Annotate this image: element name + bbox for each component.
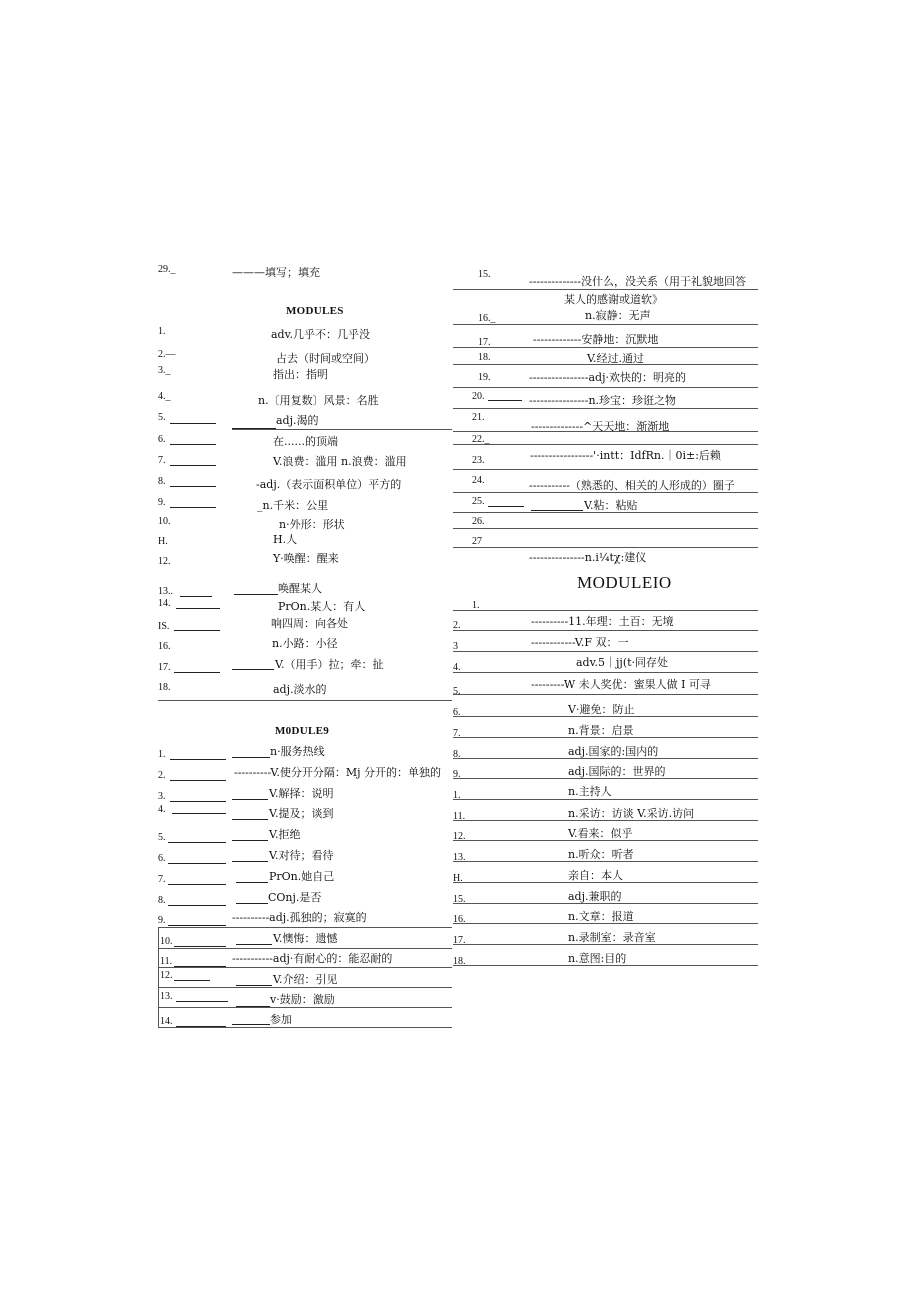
answer-blank[interactable]: [170, 780, 226, 781]
item-number: 4._: [158, 391, 171, 402]
item-number: 10.: [160, 936, 173, 947]
item-number: 8.: [453, 749, 461, 760]
item-number: 5.: [158, 412, 166, 423]
item-number: 2.: [453, 620, 461, 631]
item-definition: V.提及；谈到: [269, 807, 334, 820]
item-number: 27: [472, 536, 482, 547]
item-number: 7.: [158, 455, 166, 466]
item-number: 3: [453, 641, 458, 652]
column-rule: [158, 927, 159, 1027]
item-definition: adj.国家的:国内的: [568, 745, 659, 758]
item-number: 1.: [158, 326, 166, 337]
item-number: 2.—: [158, 349, 176, 360]
row-rule: [453, 651, 758, 652]
item-number: 12.: [158, 556, 171, 567]
item-definition: adj.淡水的: [273, 683, 327, 696]
row-rule: [453, 528, 758, 529]
item-number: 13.: [453, 852, 466, 863]
item-definition: 唤醒某人: [278, 582, 322, 595]
item-number: H.: [158, 536, 168, 547]
item-definition: -------------安静地：沉默地: [533, 333, 659, 346]
item-number: 18.: [478, 352, 491, 363]
row-rule: [158, 1007, 452, 1008]
item-number: 18.: [453, 956, 466, 967]
row-rule: [453, 799, 758, 800]
answer-blank[interactable]: [168, 925, 226, 926]
item-definition: H.人: [273, 533, 298, 546]
item-definition: V.拒绝: [269, 828, 301, 841]
item-number: 7.: [453, 728, 461, 739]
item-definition: PrOn.她自己: [269, 870, 335, 883]
item-definition: ----------11.年理：土百：无境: [531, 615, 674, 628]
item-number: 12.: [160, 970, 173, 981]
item-definition: PrOn.某人：有人: [278, 600, 366, 613]
item-definition: n.采访：访谈 V.采访.访问: [568, 807, 695, 820]
item-number: 26.: [472, 516, 485, 527]
row-rule: [232, 429, 452, 430]
answer-blank[interactable]: [168, 905, 226, 906]
item-number: 1.: [158, 749, 166, 760]
row-rule: [453, 778, 758, 779]
item-definition: -----------（熟悉的、相关的人形成的）圈子: [529, 479, 735, 492]
row-rule: [453, 408, 758, 409]
answer-blank[interactable]: [176, 608, 220, 609]
answer-blank[interactable]: [170, 801, 226, 802]
item-definition: ---------------n.i¼tχ:建仪: [529, 551, 647, 564]
row-rule: [453, 387, 758, 388]
item-definition: adj.渴的: [276, 414, 319, 427]
item-number: 14.: [158, 598, 171, 609]
item-definition: -adj.（表示面积单位）平方的: [256, 478, 402, 491]
item-definition: ---------W 未人奖优：蜜果人做 I 可寻: [531, 678, 711, 691]
item-definition: -----------------'·intt：IdfRn.｜0i±:后赖: [530, 449, 721, 462]
item-number: 29._: [158, 264, 176, 275]
item-number: 13.: [160, 991, 173, 1002]
item-definition: n.背景：启景: [568, 724, 634, 737]
row-rule: [453, 610, 758, 611]
item-number: 9.: [453, 769, 461, 780]
item-number: 11.: [453, 811, 466, 822]
item-number: IS.: [158, 621, 170, 632]
module-heading: MODULES: [286, 305, 344, 317]
answer-blank[interactable]: [170, 444, 216, 445]
answer-blank[interactable]: [170, 759, 226, 760]
answer-blank[interactable]: [531, 510, 583, 511]
row-rule: [453, 716, 758, 717]
item-definition: 响四周：向各处: [271, 617, 348, 630]
item-definition: n.小路：小径: [272, 637, 338, 650]
item-number: 16.: [158, 641, 171, 652]
item-definition: n.主持人: [568, 785, 612, 798]
module-heading: M0DULE9: [275, 725, 330, 737]
item-number: H.: [453, 873, 463, 884]
item-definition: --------------没什么，没关系（用于礼貌地回答: [529, 275, 747, 288]
answer-blank[interactable]: [168, 884, 226, 885]
item-number: 11.: [160, 956, 173, 967]
item-number: 6.: [158, 853, 166, 864]
row-rule: [158, 948, 452, 949]
item-definition: 参加: [270, 1013, 292, 1026]
item-definition: --------------^天天地：渐渐地: [531, 420, 670, 433]
answer-blank[interactable]: [176, 1001, 228, 1002]
item-definition: v·鼓励：激励: [270, 993, 335, 1006]
item-definition: 在......的顶端: [273, 435, 338, 448]
answer-blank[interactable]: [170, 507, 216, 508]
item-definition: ----------------n.珍宝：珍诳之物: [529, 394, 677, 407]
item-number: 17.: [158, 662, 171, 673]
item-number: 4.: [453, 662, 461, 673]
item-definition: ----------adj.孤独的；寂寞的: [232, 911, 367, 924]
item-definition: 亲自：本人: [568, 869, 623, 882]
item-number: 25.: [472, 496, 485, 507]
row-rule: [453, 820, 758, 821]
item-number: 6.: [158, 434, 166, 445]
item-number: 3._: [158, 365, 171, 376]
item-number: 1.: [453, 790, 461, 801]
answer-blank[interactable]: [168, 863, 226, 864]
item-number: 18.: [158, 682, 171, 693]
item-number: 3.: [158, 791, 166, 802]
item-definition: ———填写；填充: [232, 266, 320, 279]
row-rule: [453, 737, 758, 738]
item-definition: ------------V.F 双：一: [531, 636, 629, 649]
item-number: 2.: [158, 770, 166, 781]
answer-blank[interactable]: [236, 882, 268, 883]
item-definition: V.（用手）拉；牵：扯: [275, 658, 384, 671]
item-definition: ----------------adj·欢快的：明亮的: [529, 371, 686, 384]
item-number: 6.: [453, 707, 461, 718]
item-number: 15.: [453, 894, 466, 905]
item-definition: -----------adj·有耐心的：能忍耐的: [232, 952, 393, 965]
item-definition: n.意图:目的: [568, 952, 627, 965]
row-rule: [453, 469, 758, 470]
answer-blank[interactable]: [488, 506, 524, 507]
item-number: 8.: [158, 476, 166, 487]
answer-blank[interactable]: [236, 903, 268, 904]
row-rule: [453, 324, 758, 325]
item-definition-continued: 某人的感谢或道软》: [564, 293, 663, 306]
row-rule: [453, 492, 758, 493]
item-definition: n.寂静：无声: [585, 309, 651, 322]
item-definition: V.对待；看待: [269, 849, 334, 862]
item-definition: adv.几乎不：几乎没: [271, 328, 371, 341]
row-rule: [158, 967, 452, 968]
answer-blank[interactable]: [174, 672, 220, 673]
item-definition: V·避免：防止: [568, 703, 635, 716]
item-definition: V.浪费：滥用 n.浪费：滥用: [273, 455, 407, 468]
row-rule: [453, 444, 758, 445]
item-definition: V.懊悔：遗憾: [273, 932, 338, 945]
item-definition: n.〔用复数〕风景：名胜: [258, 394, 379, 407]
row-rule: [453, 882, 758, 883]
item-definition: ----------V.使分开分隔：Mj 分开的：单独的: [234, 766, 442, 779]
row-rule: [453, 965, 758, 966]
item-number: 12.: [453, 831, 466, 842]
item-definition: n·外形：形状: [279, 518, 345, 531]
item-number: 17.: [478, 337, 491, 348]
item-definition: n.录制室：录音室: [568, 931, 656, 944]
answer-blank[interactable]: [232, 757, 270, 758]
answer-blank[interactable]: [234, 594, 278, 595]
answer-blank[interactable]: [232, 861, 268, 862]
item-definition: COnj.是否: [268, 891, 322, 904]
item-definition: 指出：指明: [273, 368, 328, 381]
answer-blank[interactable]: [236, 985, 272, 986]
answer-blank[interactable]: [170, 423, 216, 424]
answer-blank[interactable]: [174, 630, 220, 631]
answer-blank[interactable]: [232, 1024, 270, 1025]
answer-blank[interactable]: [170, 465, 216, 466]
row-rule: [453, 547, 758, 548]
row-rule: [453, 840, 758, 841]
row-rule: [158, 987, 452, 988]
item-definition: adj.兼职的: [568, 890, 622, 903]
item-definition: V.经过.通过: [587, 352, 645, 365]
answer-blank[interactable]: [180, 596, 212, 597]
item-number: 9.: [158, 497, 166, 508]
item-number: 20.: [472, 391, 485, 402]
item-number: 19.: [478, 372, 491, 383]
answer-blank[interactable]: [232, 669, 274, 670]
item-number: 4.: [158, 804, 166, 815]
row-rule: [158, 1027, 452, 1028]
row-rule: [453, 944, 758, 945]
item-definition: n.听众：听者: [568, 848, 634, 861]
answer-blank[interactable]: [172, 813, 226, 814]
row-rule: [453, 861, 758, 862]
item-definition: V.解择：说明: [269, 787, 334, 800]
answer-blank[interactable]: [236, 944, 272, 945]
item-number: 5.: [453, 686, 461, 697]
item-definition: n·服务热线: [270, 745, 325, 758]
item-number: 13..: [158, 586, 173, 597]
item-definition: adj.国际的：世界的: [568, 765, 666, 778]
item-number: 10.: [158, 516, 171, 527]
answer-blank[interactable]: [232, 840, 268, 841]
item-number: 23.: [472, 455, 485, 466]
item-definition: _n.千米：公里: [257, 499, 329, 512]
row-rule: [453, 364, 758, 365]
row-rule: [453, 431, 758, 432]
answer-blank[interactable]: [170, 486, 216, 487]
answer-blank[interactable]: [168, 842, 226, 843]
answer-blank[interactable]: [174, 980, 210, 981]
item-number: 24.: [472, 475, 485, 486]
row-rule: [453, 758, 758, 759]
row-rule: [453, 630, 758, 631]
row-rule: [453, 694, 758, 695]
item-number: 8.: [158, 895, 166, 906]
answer-blank[interactable]: [232, 819, 268, 820]
row-rule: [453, 672, 758, 673]
row-rule: [453, 289, 758, 290]
answer-blank[interactable]: [174, 946, 226, 947]
item-definition: Y·唤醒：醒来: [273, 552, 339, 565]
answer-blank[interactable]: [232, 799, 268, 800]
item-number: 14.: [160, 1016, 173, 1027]
item-definition: V.介绍：引见: [273, 973, 338, 986]
item-number: 15.: [478, 269, 491, 280]
item-number: 17.: [453, 935, 466, 946]
item-number: 5.: [158, 832, 166, 843]
item-number: 21.: [472, 412, 485, 423]
item-number: 22._: [472, 434, 490, 445]
row-rule: [453, 512, 758, 513]
row-rule: [453, 903, 758, 904]
item-number: 1.: [472, 600, 480, 611]
item-definition: adv.5｜jj(t·同存处: [576, 656, 669, 669]
row-rule: [158, 927, 452, 928]
item-definition: n.文章：报道: [568, 910, 634, 923]
item-definition: V.粘：粘贴: [584, 499, 638, 512]
item-number: 7.: [158, 874, 166, 885]
section-rule: [158, 700, 452, 701]
item-definition: 占去（时间或空间）: [276, 352, 375, 365]
item-number: 9.: [158, 915, 166, 926]
item-number: 16.: [453, 914, 466, 925]
item-number: 16._: [478, 313, 496, 324]
row-rule: [453, 923, 758, 924]
module-heading: MODULEIO: [577, 573, 672, 592]
item-definition: V.看来：似乎: [568, 827, 633, 840]
row-rule: [453, 347, 758, 348]
answer-blank[interactable]: [488, 400, 522, 401]
